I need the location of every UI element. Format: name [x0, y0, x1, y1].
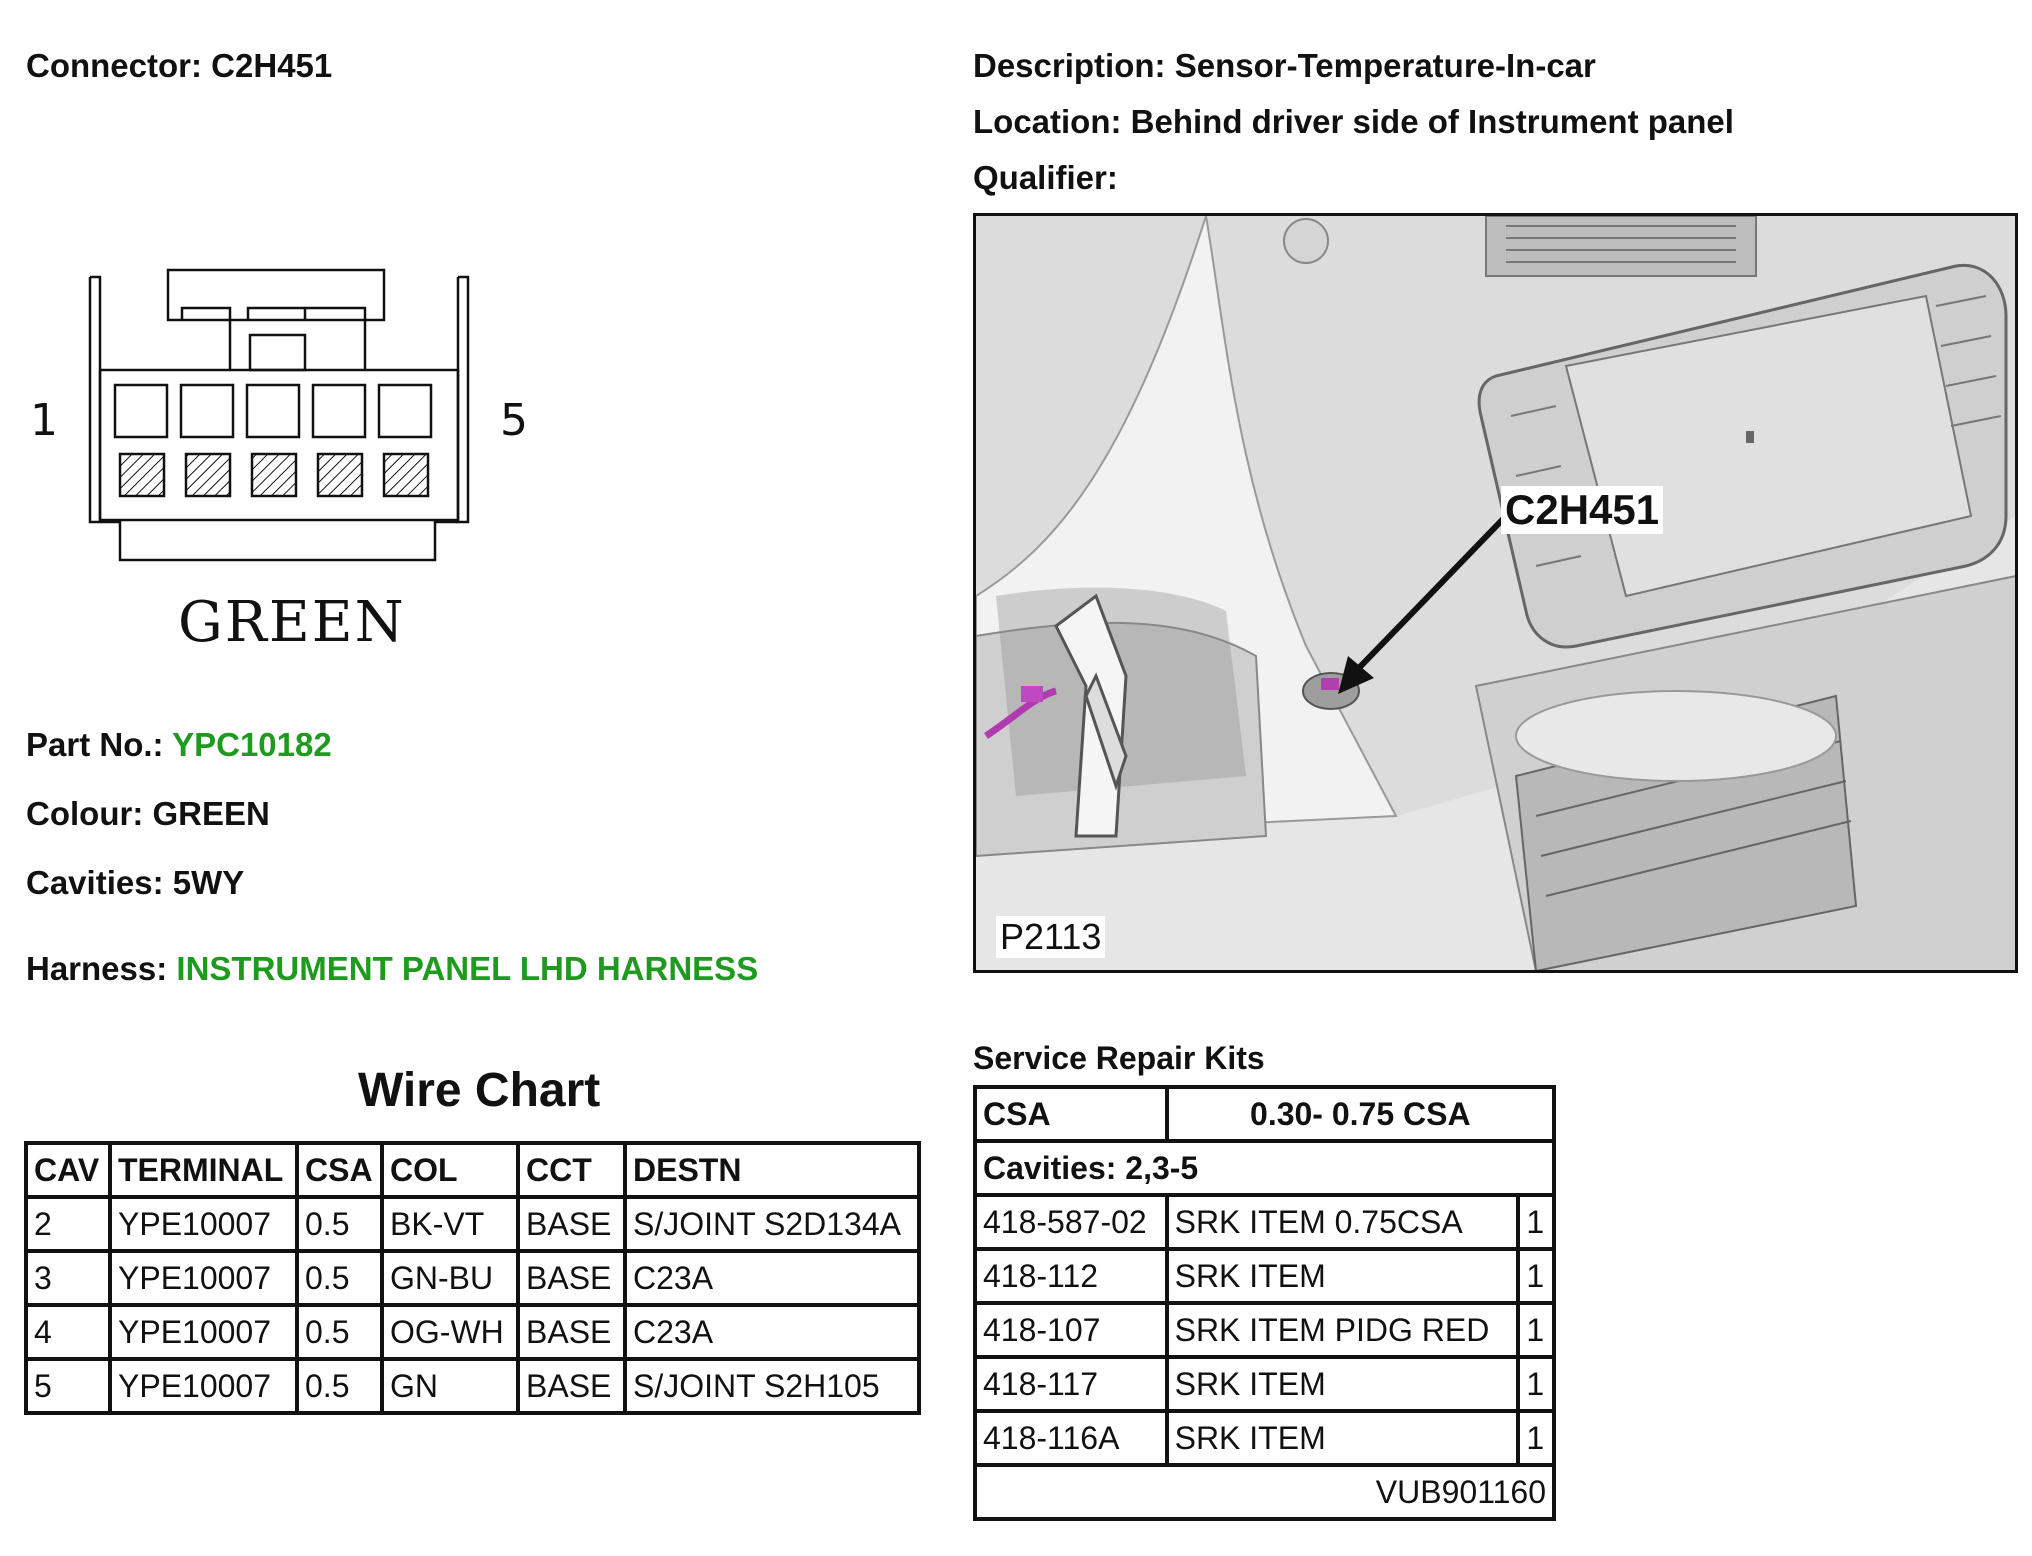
cavity-terminal — [120, 454, 164, 496]
header-col: COL — [384, 1145, 516, 1195]
cell-terminal: YPE10007 — [112, 1253, 295, 1303]
cavities-value: 5WY — [172, 864, 245, 901]
connector-id: C2H451 — [211, 47, 333, 84]
cell-col: GN-BU — [384, 1253, 516, 1303]
srk-item: SRK ITEM — [1169, 1359, 1517, 1409]
location-label: Location: — [973, 103, 1122, 140]
table-row — [28, 1307, 917, 1357]
cell-cav: 4 — [28, 1307, 108, 1357]
cavity-terminal — [384, 454, 428, 496]
srk-csa-row — [977, 1089, 1552, 1139]
cell-terminal: YPE10007 — [112, 1199, 295, 1249]
cell-cct: BASE — [520, 1361, 623, 1411]
cavity-terminal — [318, 454, 362, 496]
cell-cct: BASE — [520, 1199, 623, 1249]
header-destn: DESTN — [627, 1145, 917, 1195]
location-line — [973, 103, 1734, 141]
header-cct: CCT — [520, 1145, 623, 1195]
table-row — [977, 1359, 1552, 1409]
cell-col: OG-WH — [384, 1307, 516, 1357]
part-no-value: YPC10182 — [172, 726, 332, 763]
cavity-opening — [313, 385, 365, 437]
cell-terminal: YPE10007 — [112, 1307, 295, 1357]
cell-cct: BASE — [520, 1307, 623, 1357]
srk-cavities-row — [977, 1143, 1552, 1193]
srk-csa-value: 0.30- 0.75 CSA — [1169, 1089, 1552, 1139]
srk-item: SRK ITEM PIDG RED — [1169, 1305, 1517, 1355]
harness-line — [26, 950, 758, 988]
header-csa: CSA — [299, 1145, 380, 1195]
description-line — [973, 47, 1596, 85]
table-row — [28, 1199, 917, 1249]
base-tab — [120, 520, 435, 560]
cavities-label: Cavities: — [26, 864, 164, 901]
cell-destn: S/JOINT S2H105 — [627, 1361, 917, 1411]
pin-first-number: 1 — [30, 395, 58, 446]
cavity-opening — [247, 385, 299, 437]
cell-destn: C23A — [627, 1253, 917, 1303]
connector-face-diagram — [20, 260, 480, 570]
part-no-label: Part No.: — [26, 726, 164, 763]
cell-cct: BASE — [520, 1253, 623, 1303]
srk-csa-label: CSA — [977, 1089, 1165, 1139]
cell-csa: 0.5 — [299, 1253, 380, 1303]
srk-footer: VUB901160 — [977, 1467, 1552, 1517]
cell-csa: 0.5 — [299, 1361, 380, 1411]
table-row — [28, 1253, 917, 1303]
srk-qty: 1 — [1520, 1251, 1552, 1301]
wire-chart-title: Wire Chart — [358, 1064, 601, 1117]
qualifier-label: Qualifier: — [973, 159, 1118, 196]
srk-table — [973, 1085, 1556, 1521]
left-rail — [90, 277, 100, 522]
srk-qty: 1 — [1520, 1359, 1552, 1409]
srk-cavities: Cavities: 2,3-5 — [977, 1143, 1552, 1193]
location-illustration — [973, 213, 2018, 973]
table-row — [977, 1197, 1552, 1247]
srk-qty: 1 — [1520, 1305, 1552, 1355]
description-value: Sensor-Temperature-In-car — [1174, 47, 1596, 84]
cavity-group — [115, 385, 431, 496]
table-row — [977, 1305, 1552, 1355]
cavity-opening — [115, 385, 167, 437]
header-cav: CAV — [28, 1145, 108, 1195]
srk-part: 418-117 — [977, 1359, 1165, 1409]
cell-cav: 2 — [28, 1199, 108, 1249]
photo-id: P2113 — [996, 916, 1105, 958]
cell-col: BK-VT — [384, 1199, 516, 1249]
srk-part: 418-587-02 — [977, 1197, 1165, 1247]
srk-part: 418-116A — [977, 1413, 1165, 1463]
colour-label: Colour: — [26, 795, 144, 832]
cell-csa: 0.5 — [299, 1199, 380, 1249]
description-label: Description: — [973, 47, 1166, 84]
harness-label: Harness: — [26, 950, 168, 987]
wire-chart-table — [24, 1141, 921, 1415]
cell-col: GN — [384, 1361, 516, 1411]
table-row — [977, 1251, 1552, 1301]
connector-line — [26, 47, 332, 85]
cavity-opening — [181, 385, 233, 437]
connector-colour-caption: GREEN — [178, 590, 406, 655]
cell-cav: 3 — [28, 1253, 108, 1303]
cell-destn: S/JOINT S2D134A — [627, 1199, 917, 1249]
table-row — [977, 1413, 1552, 1463]
cavity-terminal — [252, 454, 296, 496]
qualifier-line — [973, 159, 1118, 197]
cavities-line — [26, 864, 244, 902]
colour-value: GREEN — [152, 795, 270, 832]
table-row — [28, 1361, 917, 1411]
photo-callout-label: C2H451 — [1501, 486, 1663, 534]
srk-item: SRK ITEM 0.75CSA — [1169, 1197, 1517, 1247]
right-rail — [458, 277, 468, 522]
cell-csa: 0.5 — [299, 1307, 380, 1357]
srk-footer-row — [977, 1467, 1552, 1517]
part-no-line — [26, 726, 332, 764]
harness-value: INSTRUMENT PANEL LHD HARNESS — [176, 950, 759, 987]
cell-destn: C23A — [627, 1307, 917, 1357]
srk-item: SRK ITEM — [1169, 1251, 1517, 1301]
pin-last-number: 5 — [500, 395, 528, 446]
srk-qty: 1 — [1520, 1413, 1552, 1463]
cavity-terminal — [186, 454, 230, 496]
dashboard-illustration — [976, 216, 2016, 971]
latch-outer — [168, 270, 384, 320]
cell-terminal: YPE10007 — [112, 1361, 295, 1411]
srk-part: 418-107 — [977, 1305, 1165, 1355]
colour-line — [26, 795, 270, 833]
header-terminal: TERMINAL — [112, 1145, 295, 1195]
srk-qty: 1 — [1520, 1197, 1552, 1247]
wire-chart-header-row — [28, 1145, 917, 1195]
srk-item: SRK ITEM — [1169, 1413, 1517, 1463]
location-value: Behind driver side of Instrument panel — [1130, 103, 1734, 140]
cell-cav: 5 — [28, 1361, 108, 1411]
srk-title: Service Repair Kits — [973, 1040, 1265, 1076]
srk-part: 418-112 — [977, 1251, 1165, 1301]
cavity-opening — [379, 385, 431, 437]
connector-label: Connector: — [26, 47, 202, 84]
